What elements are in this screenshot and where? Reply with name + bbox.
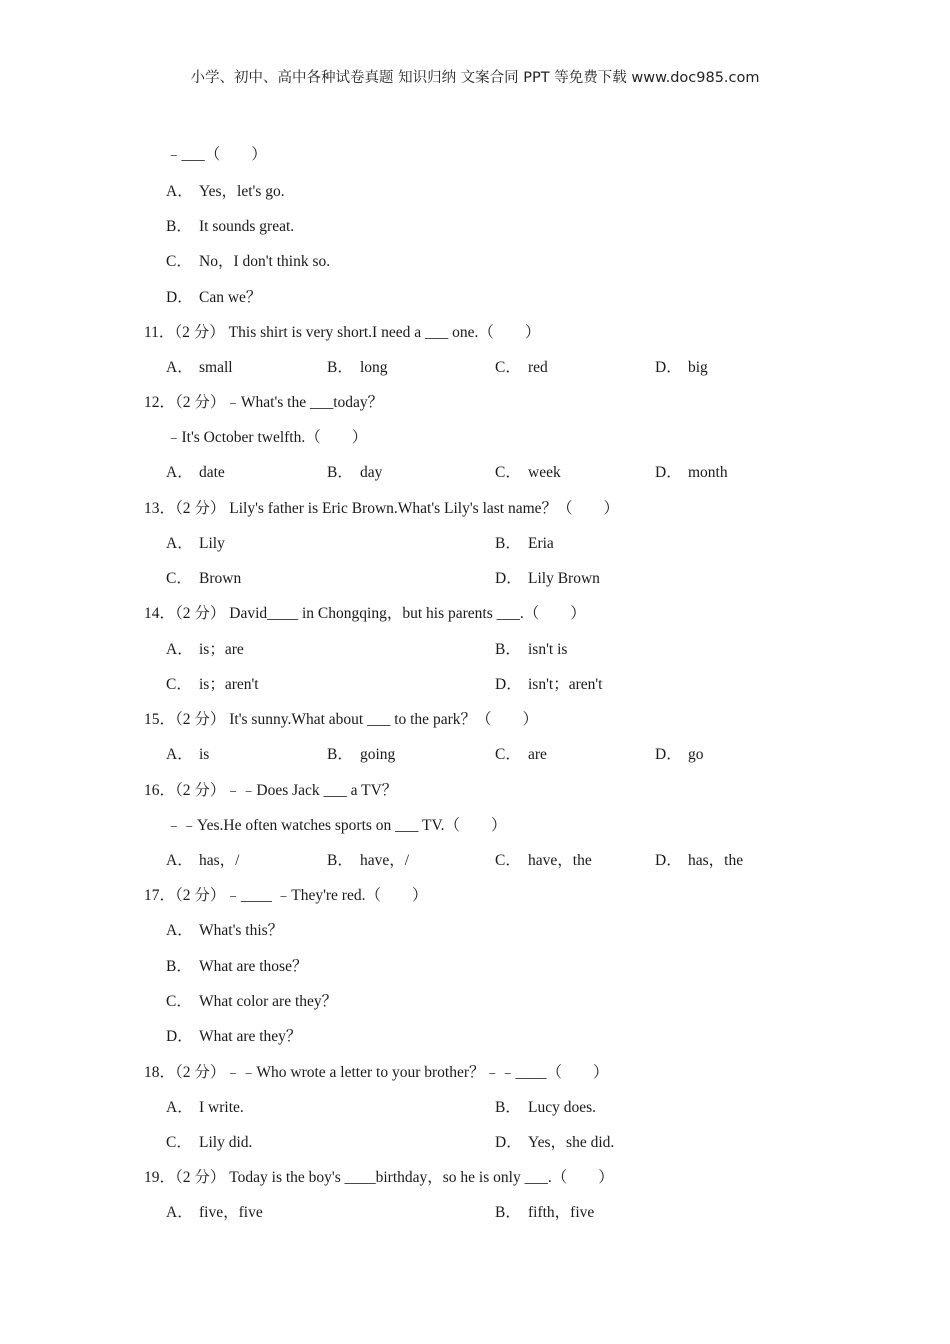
option-text: are <box>528 746 547 763</box>
option-19-b <box>495 1203 594 1223</box>
option-14-d <box>495 675 602 695</box>
question-18: 18．（2 分）﹣﹣Who wrote a letter to your brother？﹣﹣____（ ） <box>144 1064 609 1081</box>
option-text: five，five <box>199 1204 263 1221</box>
option-label: B． <box>495 1204 521 1221</box>
option-10-c <box>166 252 330 272</box>
option-text: Lily <box>199 535 225 552</box>
option-text: I write. <box>199 1099 244 1116</box>
option-label: C． <box>166 1134 192 1151</box>
option-14-c <box>166 675 259 695</box>
question-14: 14．（2 分） David____ in Chongqing，but his parents ___.（ ） <box>144 605 586 622</box>
option-text: fifth，five <box>528 1204 595 1221</box>
option-label: B． <box>166 218 192 235</box>
option-12-a <box>166 463 225 483</box>
option-label: B． <box>327 852 353 869</box>
option-label: B． <box>495 641 521 658</box>
option-13-a <box>166 534 225 554</box>
option-text: small <box>199 359 233 376</box>
option-label: D． <box>495 1134 522 1151</box>
page-header: 小学、初中、高中各种试卷真题 知识归纳 文案合同 PPT 等免费下载 www.doc985.com <box>190 70 760 86</box>
question-12-response: ﹣It's October twelfth.（ ） <box>166 429 368 446</box>
option-label: A． <box>166 1204 193 1221</box>
option-text: Yes，let's go. <box>199 183 285 200</box>
option-label: C． <box>166 676 192 693</box>
option-label: B． <box>166 958 192 975</box>
option-15-a <box>166 745 209 765</box>
option-text: No，I don't think so. <box>199 253 331 270</box>
option-10-a <box>166 182 285 202</box>
option-text: What color are they？ <box>199 993 338 1010</box>
option-12-d <box>655 463 728 483</box>
option-18-b <box>495 1098 596 1118</box>
option-text: has，the <box>688 852 744 869</box>
option-16-b <box>327 851 409 871</box>
option-text: date <box>199 464 225 481</box>
option-label: B． <box>327 464 353 481</box>
option-label: A． <box>166 464 193 481</box>
option-label: C． <box>166 570 192 587</box>
option-label: A． <box>166 746 193 763</box>
option-text: Brown <box>199 570 242 587</box>
option-16-d <box>655 851 743 871</box>
question-16: 16．（2 分）﹣﹣Does Jack ___ a TV？ <box>144 782 398 799</box>
option-text: big <box>688 359 708 376</box>
option-text: month <box>688 464 728 481</box>
option-label: C． <box>166 253 192 270</box>
option-label: B． <box>495 1099 521 1116</box>
option-text: is；aren't <box>199 676 259 693</box>
option-10-d <box>166 288 261 308</box>
option-text: What are they？ <box>199 1028 302 1045</box>
option-15-b <box>327 745 395 765</box>
option-18-d <box>495 1133 614 1153</box>
option-text: What are those？ <box>199 958 308 975</box>
option-label: A． <box>166 359 193 376</box>
option-label: D． <box>166 289 193 306</box>
option-16-c <box>495 851 592 871</box>
option-11-a <box>166 358 233 378</box>
option-label: D． <box>495 570 522 587</box>
option-label: B． <box>495 535 521 552</box>
option-11-d <box>655 358 708 378</box>
option-15-d <box>655 745 704 765</box>
option-text: Lucy does. <box>528 1099 597 1116</box>
question-13: 13．（2 分） Lily's father is Eric Brown.What's Lily's last name？（ ） <box>144 500 620 517</box>
option-label: D． <box>655 852 682 869</box>
option-label: D． <box>495 676 522 693</box>
option-label: D． <box>655 746 682 763</box>
option-label: A． <box>166 535 193 552</box>
option-11-c <box>495 358 548 378</box>
option-text: is <box>199 746 210 763</box>
option-label: A． <box>166 641 193 658</box>
option-text: has，/ <box>199 852 240 869</box>
option-text: day <box>360 464 383 481</box>
option-text: long <box>360 359 388 376</box>
option-text: red <box>528 359 548 376</box>
option-text: isn't；aren't <box>528 676 603 693</box>
option-text: week <box>528 464 561 481</box>
option-text: Lily did. <box>199 1134 253 1151</box>
option-16-a <box>166 851 239 871</box>
option-12-b <box>327 463 382 483</box>
option-label: A． <box>166 922 193 939</box>
option-10-b <box>166 217 294 237</box>
question-17: 17．（2 分）﹣____ ﹣They're red.（ ） <box>144 887 428 904</box>
option-label: D． <box>655 359 682 376</box>
option-label: C． <box>495 359 521 376</box>
option-label: B． <box>327 359 353 376</box>
option-text: go <box>688 746 704 763</box>
question-15: 15．（2 分） It's sunny.What about ___ to the park？（ ） <box>144 711 538 728</box>
option-text: have，the <box>528 852 592 869</box>
option-12-c <box>495 463 561 483</box>
option-14-a <box>166 640 244 660</box>
question-16-response: ﹣﹣Yes.He often watches sports on ___ TV.（ ） <box>166 817 507 834</box>
option-17-b <box>166 957 307 977</box>
option-label: C． <box>495 746 521 763</box>
option-13-c <box>166 569 241 589</box>
option-text: It sounds great. <box>199 218 295 235</box>
option-label: D． <box>166 1028 193 1045</box>
option-label: D． <box>655 464 682 481</box>
option-13-b <box>495 534 554 554</box>
option-label: B． <box>327 746 353 763</box>
option-text: Can we？ <box>199 289 262 306</box>
option-17-c <box>166 992 337 1012</box>
option-text: isn't is <box>528 641 568 658</box>
option-11-b <box>327 358 388 378</box>
option-text: going <box>360 746 396 763</box>
option-label: C． <box>495 852 521 869</box>
option-13-d <box>495 569 600 589</box>
question-11: 11．（2 分） This shirt is very short.I need a ___ one.（ ） <box>144 324 541 341</box>
question-19: 19．（2 分） Today is the boy's ____birthday，so he is only ___.（ ） <box>144 1169 614 1186</box>
option-text: Yes，she did. <box>528 1134 615 1151</box>
option-label: A． <box>166 1099 193 1116</box>
option-text: have，/ <box>360 852 410 869</box>
option-label: C． <box>495 464 521 481</box>
question-10-stem: ﹣___（ ） <box>166 146 267 163</box>
option-label: A． <box>166 852 193 869</box>
option-label: A． <box>166 183 193 200</box>
option-17-a <box>166 921 283 941</box>
option-text: Lily Brown <box>528 570 600 587</box>
option-text: What's this？ <box>199 922 284 939</box>
option-19-a <box>166 1203 263 1223</box>
option-18-c <box>166 1133 252 1153</box>
option-text: Eria <box>528 535 554 552</box>
option-label: C． <box>166 993 192 1010</box>
option-text: is；are <box>199 641 244 658</box>
question-12: 12．（2 分）﹣What's the ___today？ <box>144 394 384 411</box>
option-14-b <box>495 640 567 660</box>
option-18-a <box>166 1098 244 1118</box>
option-17-d <box>166 1027 301 1047</box>
option-15-c <box>495 745 547 765</box>
